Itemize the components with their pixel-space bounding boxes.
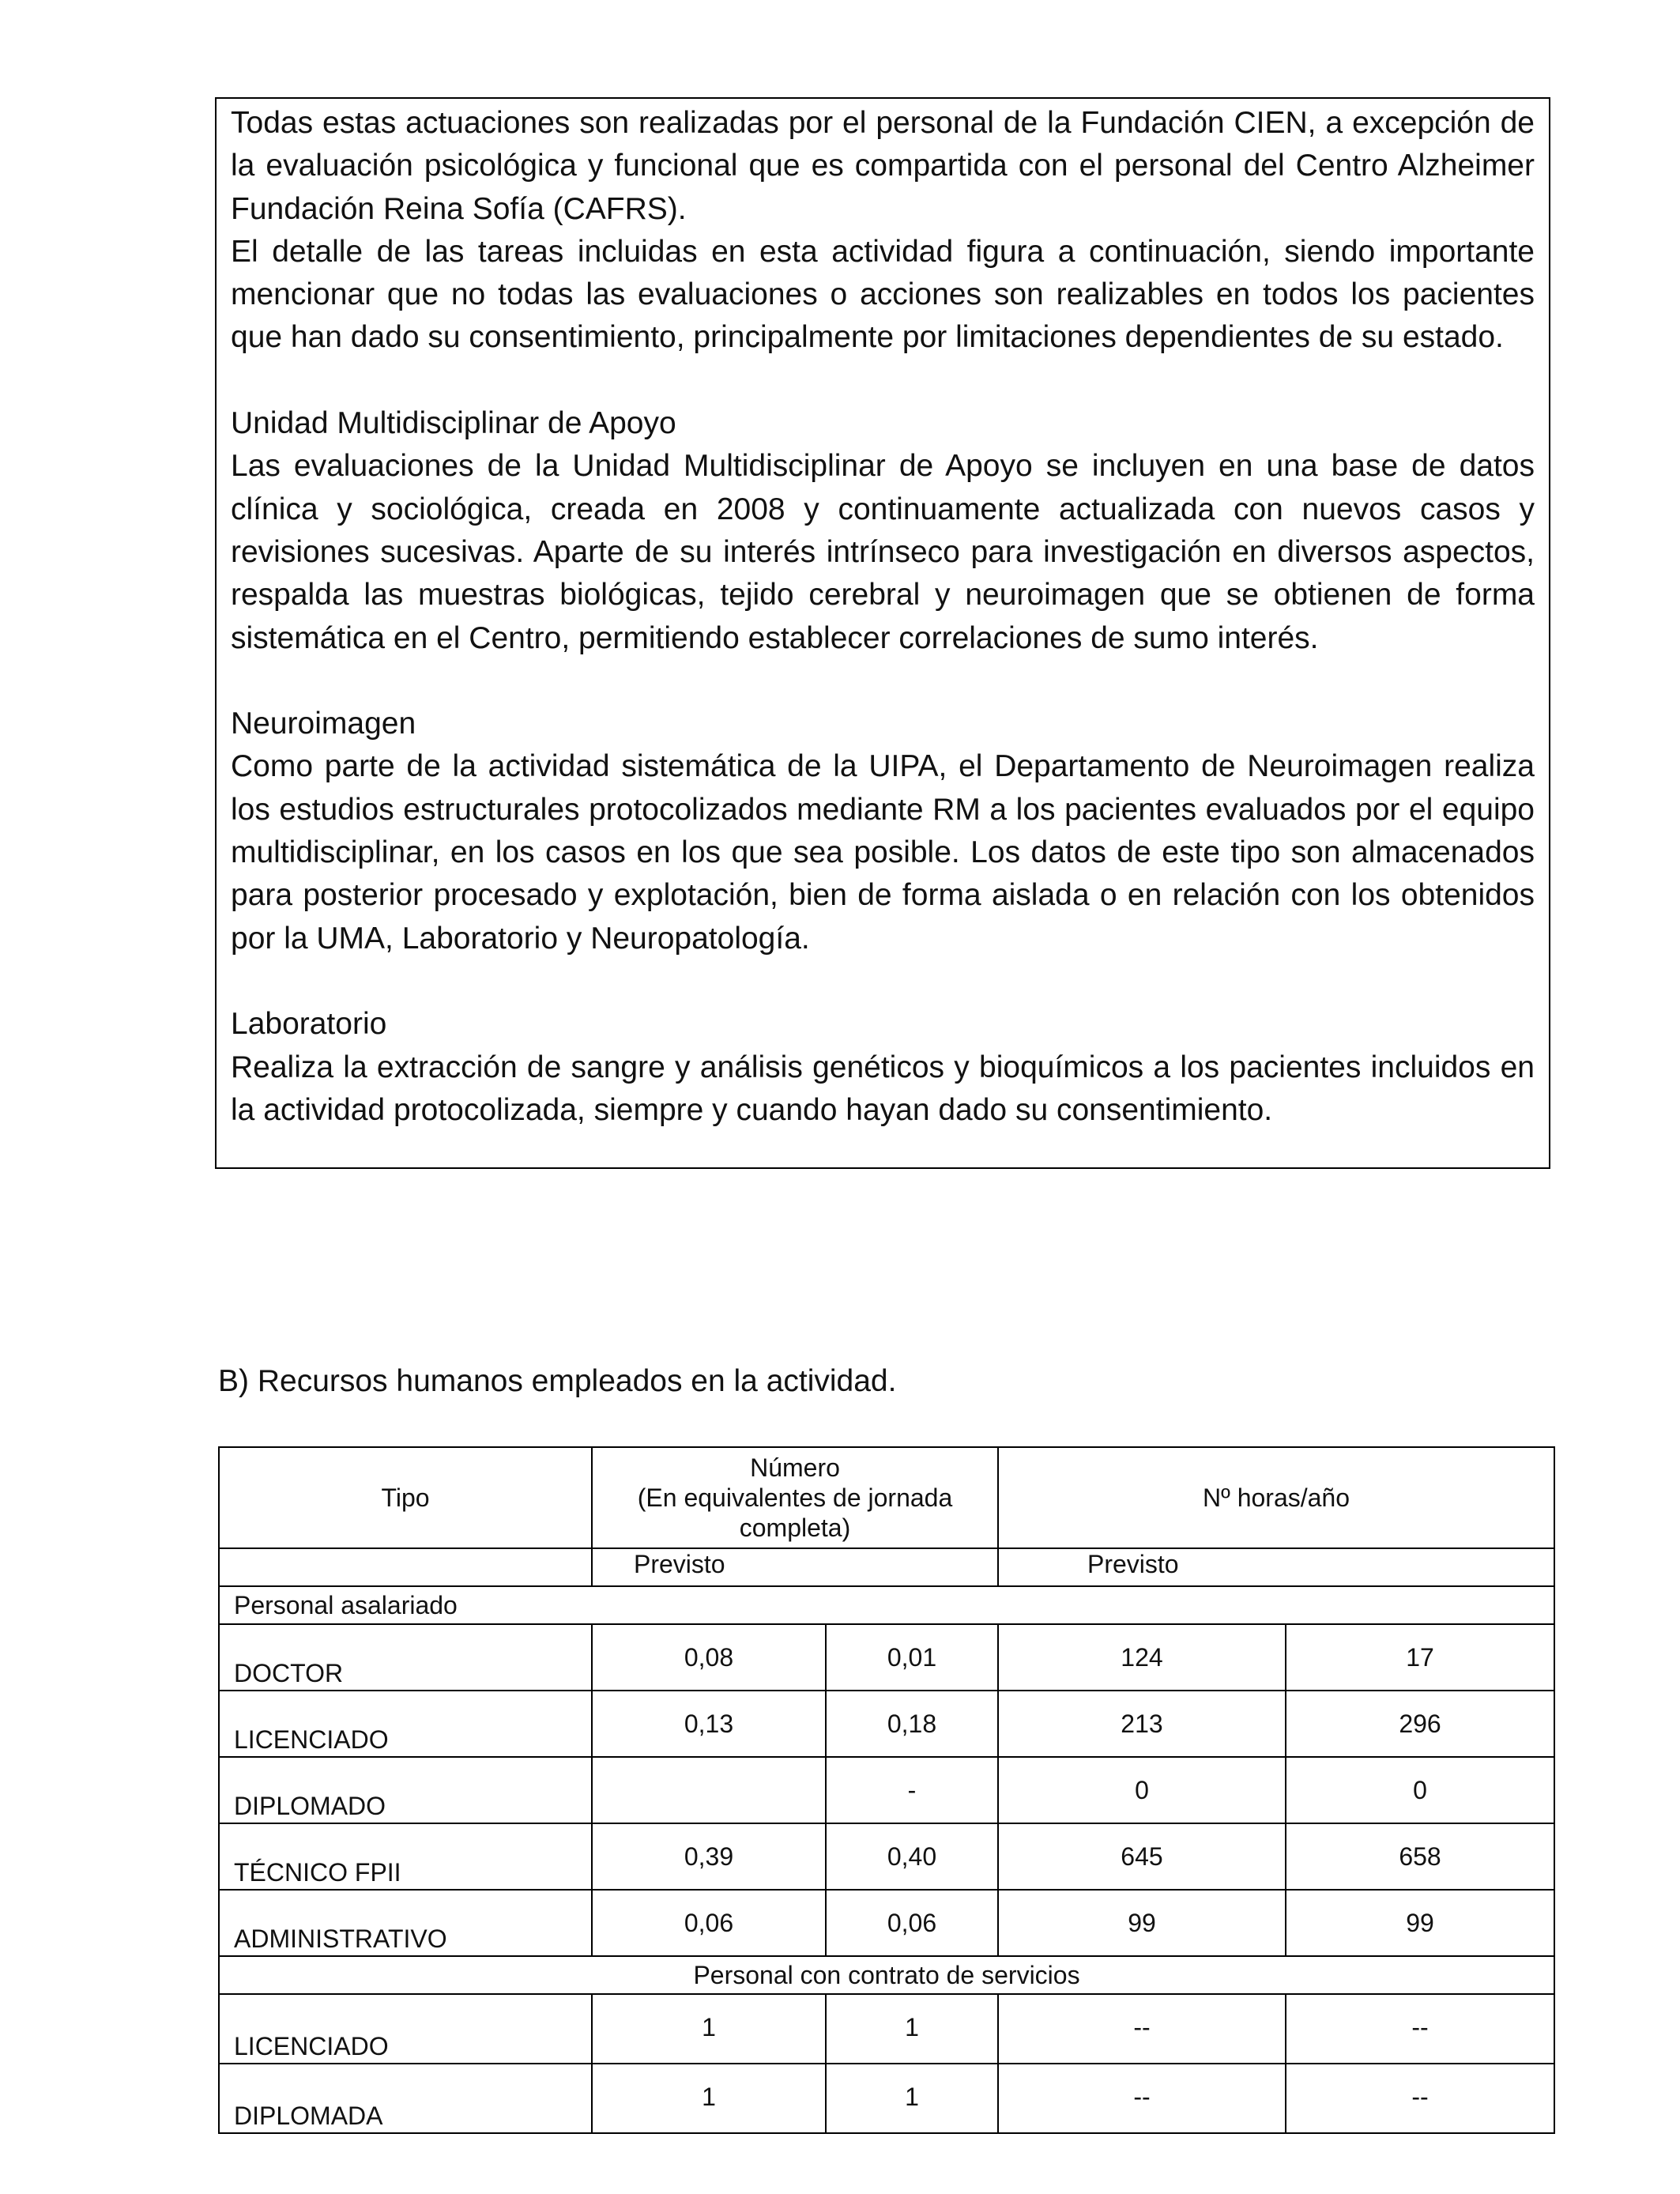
header-tipo: Tipo xyxy=(219,1447,592,1548)
group-row-asalariado xyxy=(219,1586,1554,1624)
row-tipo: DOCTOR xyxy=(219,1624,592,1691)
cell-horas-previsto: 213 xyxy=(998,1691,1286,1757)
table-row xyxy=(219,1994,1554,2064)
group-label-asalariado: Personal asalariado xyxy=(219,1586,1554,1624)
activity-description-box xyxy=(215,97,1550,1169)
table-row xyxy=(219,1757,1554,1823)
row-tipo: DIPLOMADO xyxy=(219,1757,592,1823)
human-resources-table xyxy=(218,1446,1555,2134)
cell-horas-realizado: 17 xyxy=(1286,1624,1554,1691)
group-row-servicios xyxy=(219,1956,1554,1994)
intro-paragraph: Todas estas actuaciones son realizadas por el personal de la Fundación CIEN, a excepción de la evaluación psicológica y funcional que es compartida con el personal del Centro Alzheimer Fundación Reina Sofía (CAFRS). xyxy=(231,106,1535,226)
laboratorio-section-body: Realiza la extracción de sangre y análisis genéticos y bioquímicos a los pacientes incluidos en la actividad protocolizada, siempre y cuando hayan dado su consentimiento. xyxy=(231,1050,1535,1127)
cell-numero-realizado: - xyxy=(826,1757,998,1823)
laboratorio-section-title: Laboratorio xyxy=(231,1007,387,1042)
header-numero-line: (En equivalentes de jornada xyxy=(637,1483,953,1512)
cell-numero-previsto: 0,08 xyxy=(592,1624,826,1691)
header-horas: Nº horas/año xyxy=(998,1447,1554,1548)
table-subheader-row xyxy=(219,1548,1554,1586)
cell-horas-previsto: -- xyxy=(998,2064,1286,2133)
table-row xyxy=(219,2064,1554,2133)
cell-horas-realizado: -- xyxy=(1286,2064,1554,2133)
table-row xyxy=(219,1624,1554,1691)
cell-numero-realizado: 1 xyxy=(826,1994,998,2064)
cell-horas-realizado: -- xyxy=(1286,1994,1554,2064)
header-numero-line: completa) xyxy=(739,1514,851,1542)
cell-horas-previsto: 0 xyxy=(998,1757,1286,1823)
section-b-heading: B) Recursos humanos empleados en la actividad. xyxy=(218,1364,897,1398)
cell-horas-realizado: 658 xyxy=(1286,1823,1554,1890)
uma-section-title: Unidad Multidisciplinar de Apoyo xyxy=(231,406,676,441)
cell-numero-previsto: 1 xyxy=(592,1994,826,2064)
detail-paragraph: El detalle de las tareas incluidas en esta actividad figura a continuación, siendo importante mencionar que no todas las evaluaciones o acciones son realizables en todos los pacientes que han dado su consentimiento, principalmente por limitaciones dependientes de su estado. xyxy=(231,234,1535,355)
neuroimagen-section-body: Como parte de la actividad sistemática de la UIPA, el Departamento de Neuroimagen realiza los estudios estructurales protocolizados mediante RM a los pacientes evaluados por el equipo multidisciplinar, en los casos en los que sea posible. Los datos de este tipo son almacenados para posterior procesado y explotación, bien de forma aislada o en relación con los obtenidos por la UMA, Laboratorio y Neuropatología. xyxy=(231,749,1535,956)
cell-numero-realizado: 0,18 xyxy=(826,1691,998,1757)
cell-numero-previsto: 0,39 xyxy=(592,1823,826,1890)
subheader-empty-cell xyxy=(219,1548,592,1586)
table-row xyxy=(219,1691,1554,1757)
cell-numero-previsto: 0,06 xyxy=(592,1890,826,1956)
cell-numero-realizado: 1 xyxy=(826,2064,998,2133)
table-row xyxy=(219,1823,1554,1890)
neuroimagen-section-title: Neuroimagen xyxy=(231,707,416,741)
uma-section-body: Las evaluaciones de la Unidad Multidisciplinar de Apoyo se incluyen en una base de datos clínica y sociológica, creada en 2008 y continuamente actualizada con nuevos casos y revisiones sucesivas. Aparte de su interés intrínseco para investigación en diversos aspectos, respalda las muestras biológicas, tejido cerebral y neuroimagen que se obtienen de forma sistemática en el Centro, permitiendo establecer correlaciones de sumo interés. xyxy=(231,449,1535,655)
cell-horas-realizado: 0 xyxy=(1286,1757,1554,1823)
subheader-previsto-horas: Previsto xyxy=(998,1548,1554,1586)
cell-numero-realizado: 0,06 xyxy=(826,1890,998,1956)
cell-horas-previsto: 645 xyxy=(998,1823,1286,1890)
cell-numero-previsto: 0,13 xyxy=(592,1691,826,1757)
subheader-previsto-numero: Previsto xyxy=(592,1548,998,1586)
table-header-row xyxy=(219,1447,1554,1548)
row-tipo: ADMINISTRATIVO xyxy=(219,1890,592,1956)
cell-horas-previsto: 124 xyxy=(998,1624,1286,1691)
cell-numero-realizado: 0,40 xyxy=(826,1823,998,1890)
cell-horas-realizado: 99 xyxy=(1286,1890,1554,1956)
paragraph-spacer xyxy=(231,360,1535,402)
cell-horas-previsto: 99 xyxy=(998,1890,1286,1956)
row-tipo: LICENCIADO xyxy=(219,1994,592,2064)
cell-numero-realizado: 0,01 xyxy=(826,1624,998,1691)
paragraph-spacer xyxy=(231,960,1535,1003)
table-row xyxy=(219,1890,1554,1956)
row-tipo: TÉCNICO FPII xyxy=(219,1823,592,1890)
header-numero-line: Número xyxy=(750,1453,840,1482)
header-numero xyxy=(592,1447,998,1548)
paragraph-spacer xyxy=(231,660,1535,703)
cell-horas-realizado: 296 xyxy=(1286,1691,1554,1757)
cell-numero-previsto xyxy=(592,1757,826,1823)
cell-horas-previsto: -- xyxy=(998,1994,1286,2064)
row-tipo: LICENCIADO xyxy=(219,1691,592,1757)
row-tipo: DIPLOMADA xyxy=(219,2064,592,2133)
cell-numero-previsto: 1 xyxy=(592,2064,826,2133)
group-label-servicios: Personal con contrato de servicios xyxy=(219,1956,1554,1994)
